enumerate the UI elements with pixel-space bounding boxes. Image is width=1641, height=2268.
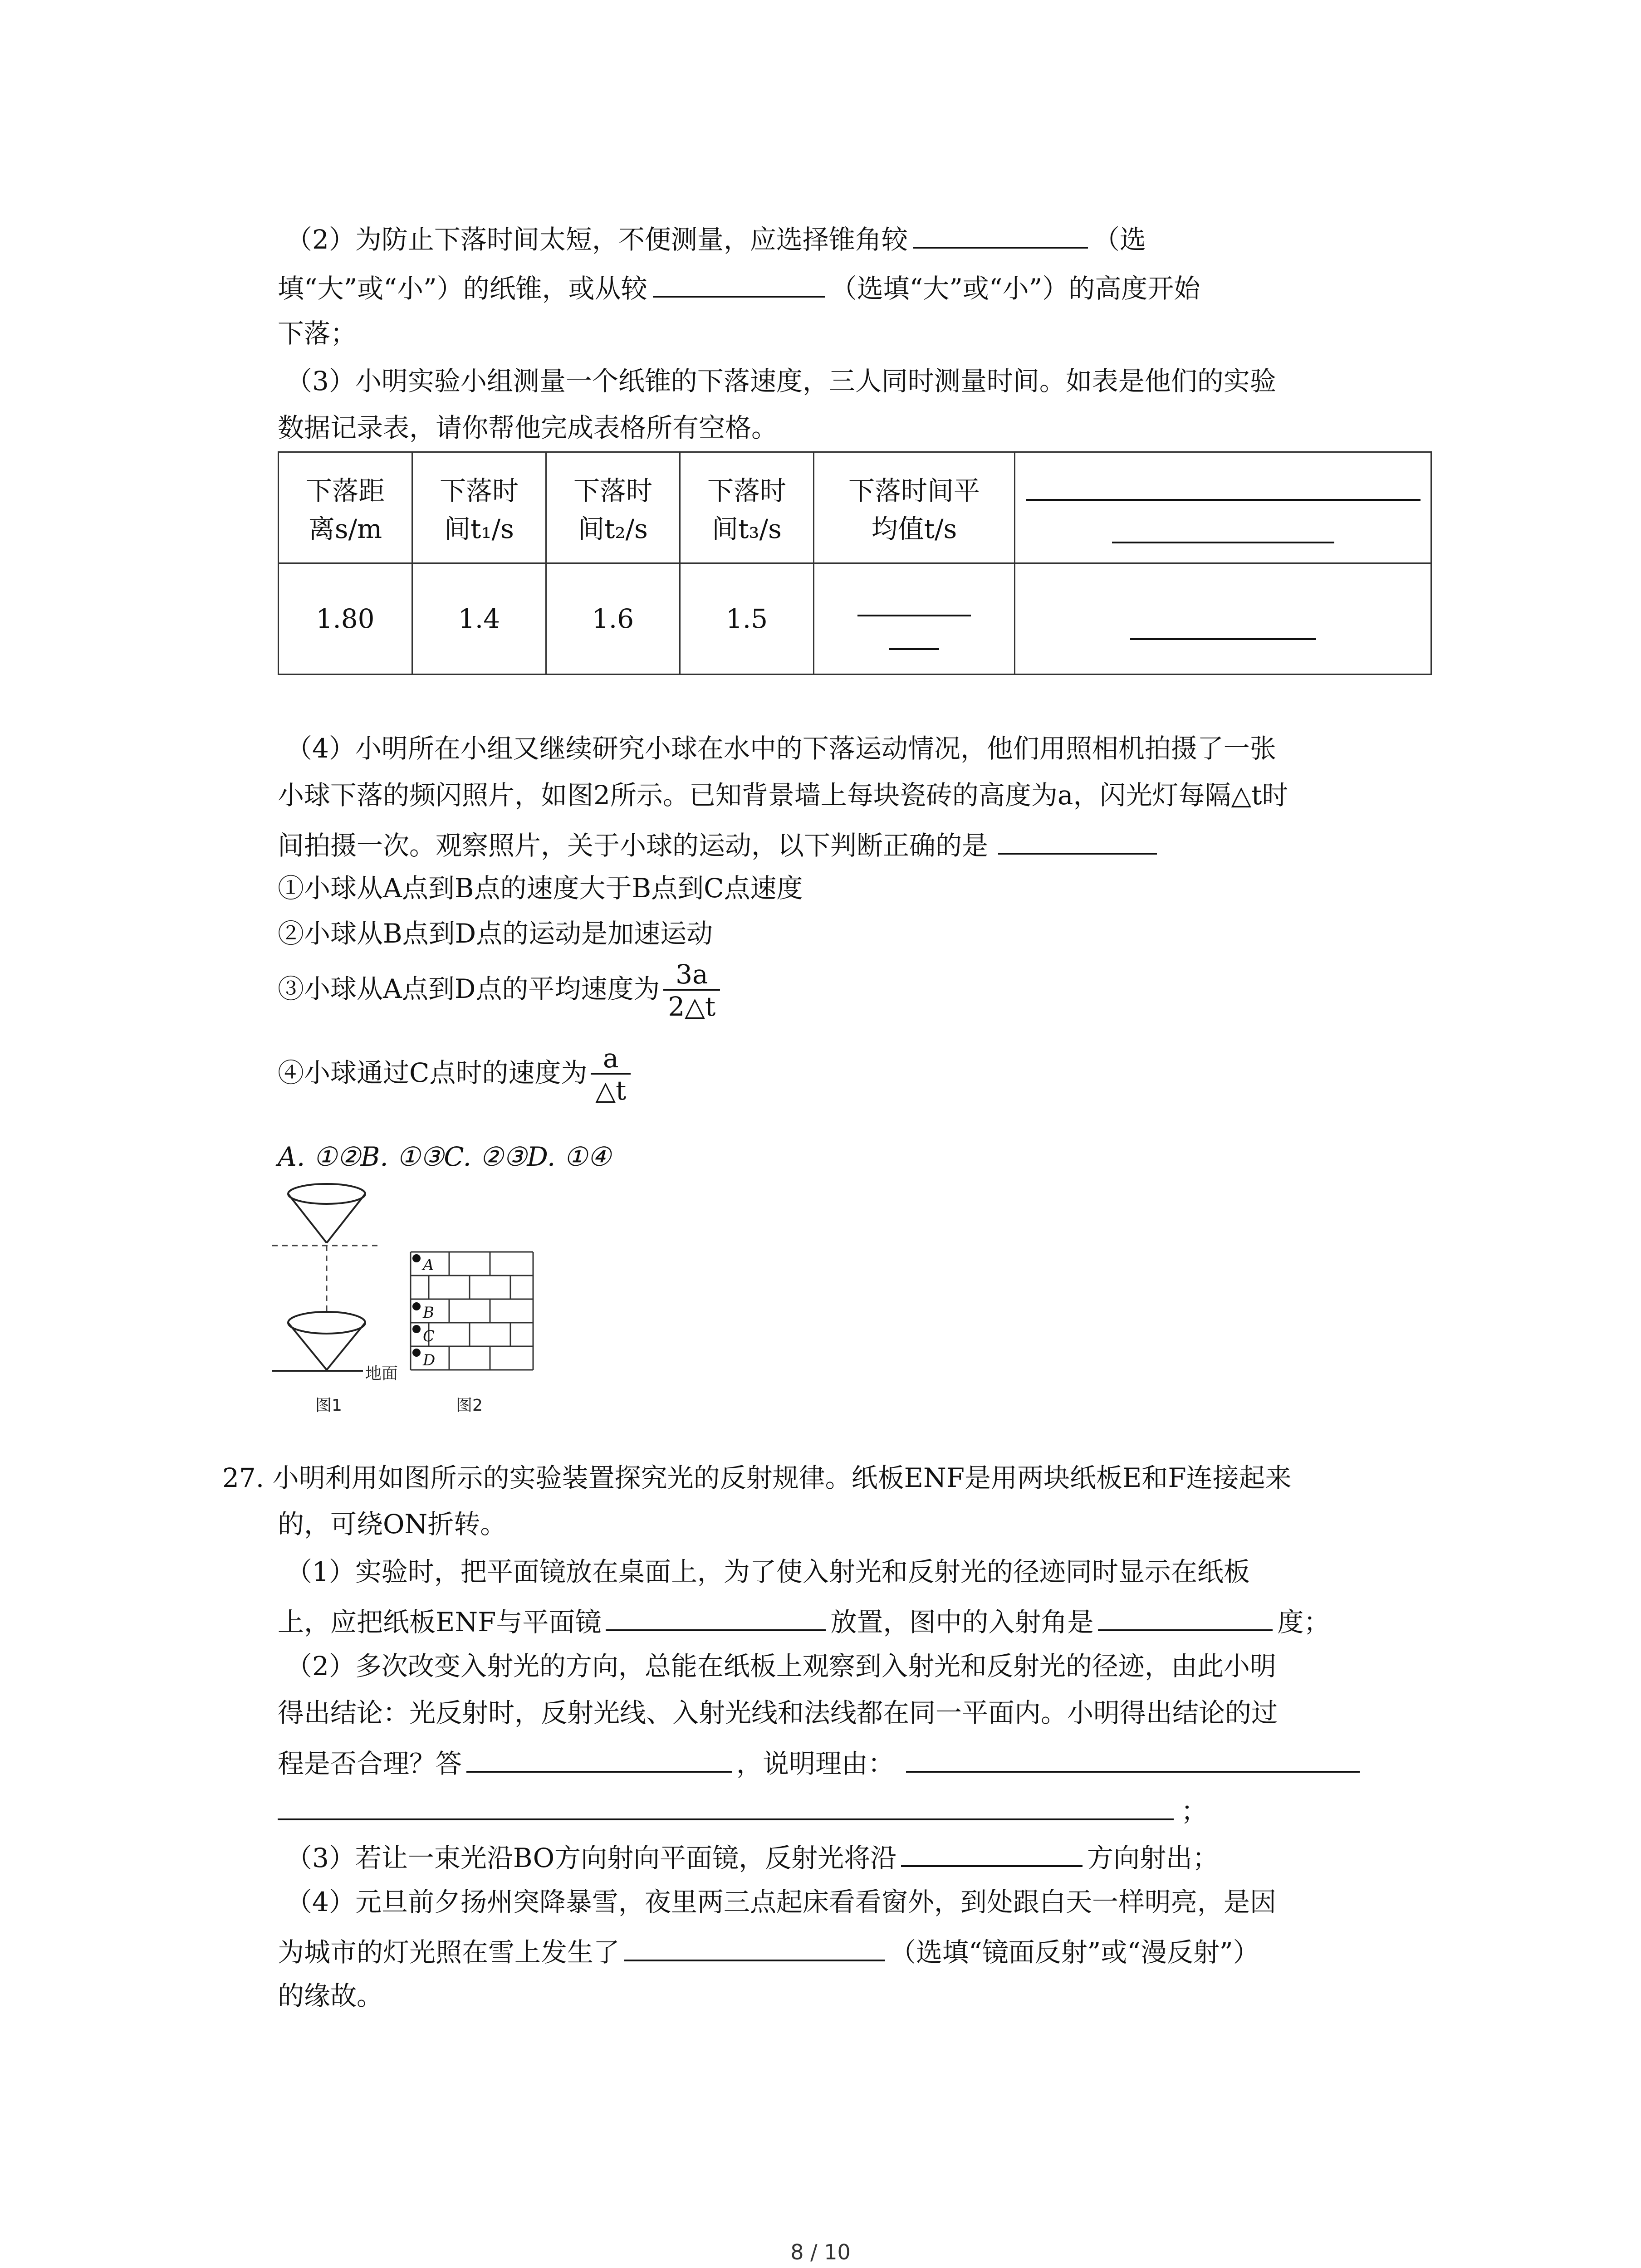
q27-p2-line2: 得出结论：光反射时，反射光线、入射光线和法线都在同一平面内。小明得出结论的过 — [278, 1697, 1278, 1728]
q27-p1-text-b: 放置，图中的入射角是 — [830, 1607, 1094, 1637]
q27-p1-text-a: 上，应把纸板ENF与平面镜 — [278, 1607, 602, 1637]
answer-blank-header-2[interactable] — [1112, 501, 1334, 543]
fraction-numerator: a — [591, 1044, 631, 1075]
q26-choices: A. ①②B. ①③C. ②③D. ①④ — [278, 1141, 611, 1172]
answer-blank-reflection-type[interactable] — [624, 1931, 885, 1961]
q26-p2-text-c: 填“大”或“小”）的纸锥，或从较 — [278, 273, 647, 304]
ball-point-b — [412, 1302, 421, 1310]
q27-p3-text-a: （3）若让一束光沿BO方向射向平面镜，反射光将沿 — [286, 1843, 897, 1873]
q26-p2-text-d: （选填“大”或“小”）的高度开始 — [830, 273, 1200, 304]
answer-blank-choice[interactable] — [998, 824, 1157, 855]
answer-blank-average-1[interactable] — [857, 587, 971, 616]
q27-line1: 27. 小明利用如图所示的实验装置探究光的反射规律。纸板ENF是用两块纸板E和F连接起来 — [222, 1462, 1292, 1493]
table-header-row — [279, 452, 1431, 563]
fraction-denominator: △t — [595, 1075, 627, 1106]
q26-p3-line2: 数据记录表，请你帮他完成表格所有空格。 — [278, 412, 778, 443]
q27-p4-line1: （4）元旦前夕扬州突降暴雪，夜里两三点起床看看窗外，到处跟白天一样明亮，是因 — [286, 1887, 1276, 1917]
answer-blank-reason[interactable] — [906, 1742, 1360, 1773]
q26-option-3-text: ③小球从A点到D点的平均速度为 — [278, 973, 660, 1004]
q26-option-4 — [278, 1039, 631, 1107]
q27-p4-text-a: 为城市的灯光照在雪上发生了 — [278, 1937, 620, 1968]
q27-p3-text-b: 方向射出； — [1087, 1843, 1219, 1873]
q26-p2-line2 — [278, 267, 1200, 307]
cell-extra-blank — [1015, 563, 1431, 675]
ball-point-a — [412, 1254, 421, 1262]
ball-point-c — [412, 1325, 421, 1333]
answer-blank-cone-angle[interactable] — [913, 218, 1088, 249]
q27-p1-text-c: 度； — [1277, 1607, 1330, 1637]
header-text: 下落时 — [707, 475, 786, 506]
header-text: 下落时 — [439, 475, 519, 506]
fraction-numerator: 3a — [663, 960, 720, 991]
cell-t2-value: 1.6 — [546, 563, 680, 675]
q27-p3-line — [286, 1836, 1219, 1876]
q26-p2-text-a: （2）为防止下落时间太短，不便测量，应选择锥角较 — [286, 224, 908, 255]
q27-p4-line3: 的缘故。 — [278, 1980, 383, 2011]
q26-p2-line1 — [286, 218, 1146, 258]
data-table — [278, 451, 1432, 675]
page-number: 8 / 10 — [790, 2240, 851, 2264]
label-c: C — [423, 1327, 435, 1345]
header-text: 间t₂/s — [578, 513, 648, 544]
q26-p4-line2: 小球下落的频闪照片，如图2所示。已知背景墙上每块瓷砖的高度为a，闪光灯每隔△t时 — [278, 780, 1288, 811]
q26-p3-line1: （3）小明实验小组测量一个纸锥的下落速度，三人同时测量时间。如表是他们的实验 — [286, 366, 1276, 396]
fig1-cone-bottom — [288, 1312, 365, 1370]
table-header-t3 — [680, 452, 814, 563]
figure-cone-and-brick-wall — [272, 1179, 563, 1420]
answer-blank-reasonable[interactable] — [466, 1742, 732, 1773]
label-d: D — [423, 1351, 436, 1369]
q26-p4-line3 — [278, 824, 1157, 864]
q27-p2-text-end: ； — [1181, 1796, 1208, 1827]
header-text: 下落时 — [573, 475, 652, 506]
q26-p4-text: 间拍摄一次。观察照片，关于小球的运动，以下判断正确的是 — [278, 830, 989, 861]
header-text: 间t₁/s — [444, 513, 514, 544]
table-header-distance — [279, 452, 412, 563]
ball-point-d — [412, 1349, 421, 1357]
table-row — [279, 563, 1431, 675]
q27-p2-text-a: 程是否合理？答 — [278, 1748, 462, 1779]
cell-distance-value: 1.80 — [279, 563, 412, 675]
table-header-t1 — [412, 452, 546, 563]
header-text: 下落时间平 — [848, 475, 980, 506]
answer-blank-direction[interactable] — [901, 1836, 1083, 1867]
q27-p1-line1: （1）实验时，把平面镜放在桌面上，为了使入射光和反射光的径迹同时显示在纸板 — [286, 1556, 1250, 1587]
q27-p2-line3 — [278, 1742, 1360, 1782]
answer-blank-reason-continued[interactable] — [278, 1789, 1174, 1820]
q27-p4-text-b: （选填“镜面反射”或“漫反射”） — [890, 1937, 1259, 1968]
q26-option-1: ①小球从A点到B点的速度大于B点到C点速度 — [278, 873, 803, 904]
q27-p4-line2 — [278, 1931, 1259, 1970]
q26-p4-line1: （4）小明所在小组又继续研究小球在水中的下落运动情况，他们用照相机拍摄了一张 — [286, 733, 1276, 764]
q27-p2-text-b: ，说明理由： — [736, 1748, 895, 1779]
table-header-average — [814, 452, 1015, 563]
fig2-label: 图2 — [456, 1396, 483, 1415]
header-text: 下落距 — [305, 475, 385, 506]
q26-option-4-text: ④小球通过C点时的速度为 — [278, 1057, 588, 1088]
fraction-denominator: 2△t — [668, 991, 716, 1022]
cell-average-blank — [814, 563, 1015, 675]
answer-blank-extra[interactable] — [1130, 597, 1316, 640]
header-text: 均值t/s — [871, 513, 957, 544]
label-a: A — [423, 1256, 434, 1274]
q27-p2-line4 — [278, 1789, 1207, 1829]
q27-p1-line2 — [278, 1600, 1330, 1640]
cell-t3-value: 1.5 — [680, 563, 814, 675]
q27-line2: 的，可绕ON折转。 — [278, 1509, 507, 1540]
answer-blank-height[interactable] — [653, 267, 825, 298]
q26-option-2: ②小球从B点到D点的运动是加速运动 — [278, 918, 713, 949]
label-b: B — [423, 1304, 434, 1322]
header-text: 离s/m — [308, 513, 382, 544]
ground-label: 地面 — [365, 1364, 398, 1383]
cell-t1-value: 1.4 — [412, 563, 546, 675]
fraction-3a-over-2dt — [663, 960, 720, 1022]
fig1-cone-top — [288, 1184, 365, 1243]
answer-blank-header-1[interactable] — [1026, 472, 1421, 501]
answer-blank-average-2[interactable] — [889, 616, 939, 650]
answer-blank-placement[interactable] — [606, 1600, 826, 1631]
table-header-blank-cell — [1015, 452, 1431, 563]
fig1-label: 图1 — [315, 1396, 342, 1415]
header-text: 间t₃/s — [712, 513, 782, 544]
q27-p2-line1: （2）多次改变入射光的方向，总能在纸板上观察到入射光和反射光的径迹，由此小明 — [286, 1651, 1276, 1681]
fraction-a-over-dt — [591, 1044, 631, 1106]
q26-option-3 — [278, 955, 720, 1023]
table-header-t2 — [546, 452, 680, 563]
answer-blank-angle[interactable] — [1098, 1600, 1273, 1631]
q26-p2-line3: 下落； — [278, 318, 357, 349]
q26-p2-text-b: （选 — [1093, 224, 1146, 255]
